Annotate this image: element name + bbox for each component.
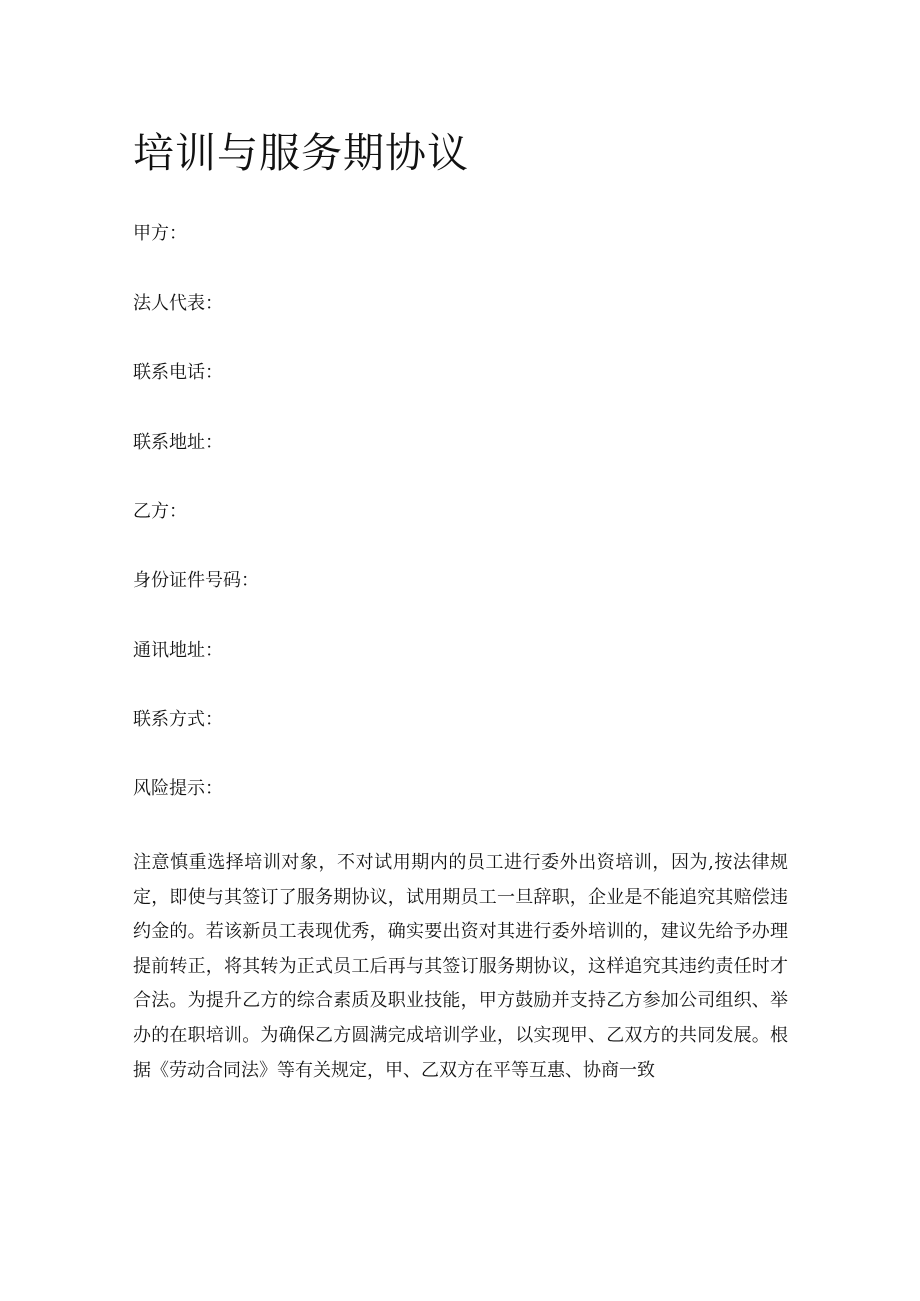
risk-warning-label: 风险提示： bbox=[133, 778, 223, 799]
party-b-label: 乙方： bbox=[133, 501, 187, 522]
contact-method-label: 联系方式： bbox=[133, 709, 223, 730]
contact-phone-label: 联系电话： bbox=[133, 362, 223, 383]
id-number-label: 身份证件号码： bbox=[133, 570, 259, 591]
legal-representative-label: 法人代表： bbox=[133, 293, 223, 314]
mailing-address-label: 通讯地址： bbox=[133, 640, 223, 661]
risk-warning-paragraph: 注意慎重选择培训对象，不对试用期内的员工进行委外出资培训，因为,按法律规定，即使与其签订了服务期协议，试用期员工一旦辞职，企业是不能追究其赔偿违约金的。若该新员工表现优秀，确实要出资对其进行委外培训的，建议先给予办理提前转正，将其转为正式员工后再与其签订服务期协议，这样追究其违约责任时才合法。为提升乙方的综合素质及职业技能，甲方鼓励并支持乙方参加公司组织、举办的在职培训。为确保乙方圆满完成培训学业，以实现甲、乙双方的共同发展。根据《劳动合同法》等有关规定，甲、乙双方在平等互惠、协商一致 bbox=[133, 852, 788, 1081]
party-a-label: 甲方： bbox=[133, 223, 187, 244]
contact-address-label: 联系地址： bbox=[133, 432, 223, 453]
document-title: 培训与服务期协议 bbox=[133, 129, 469, 177]
